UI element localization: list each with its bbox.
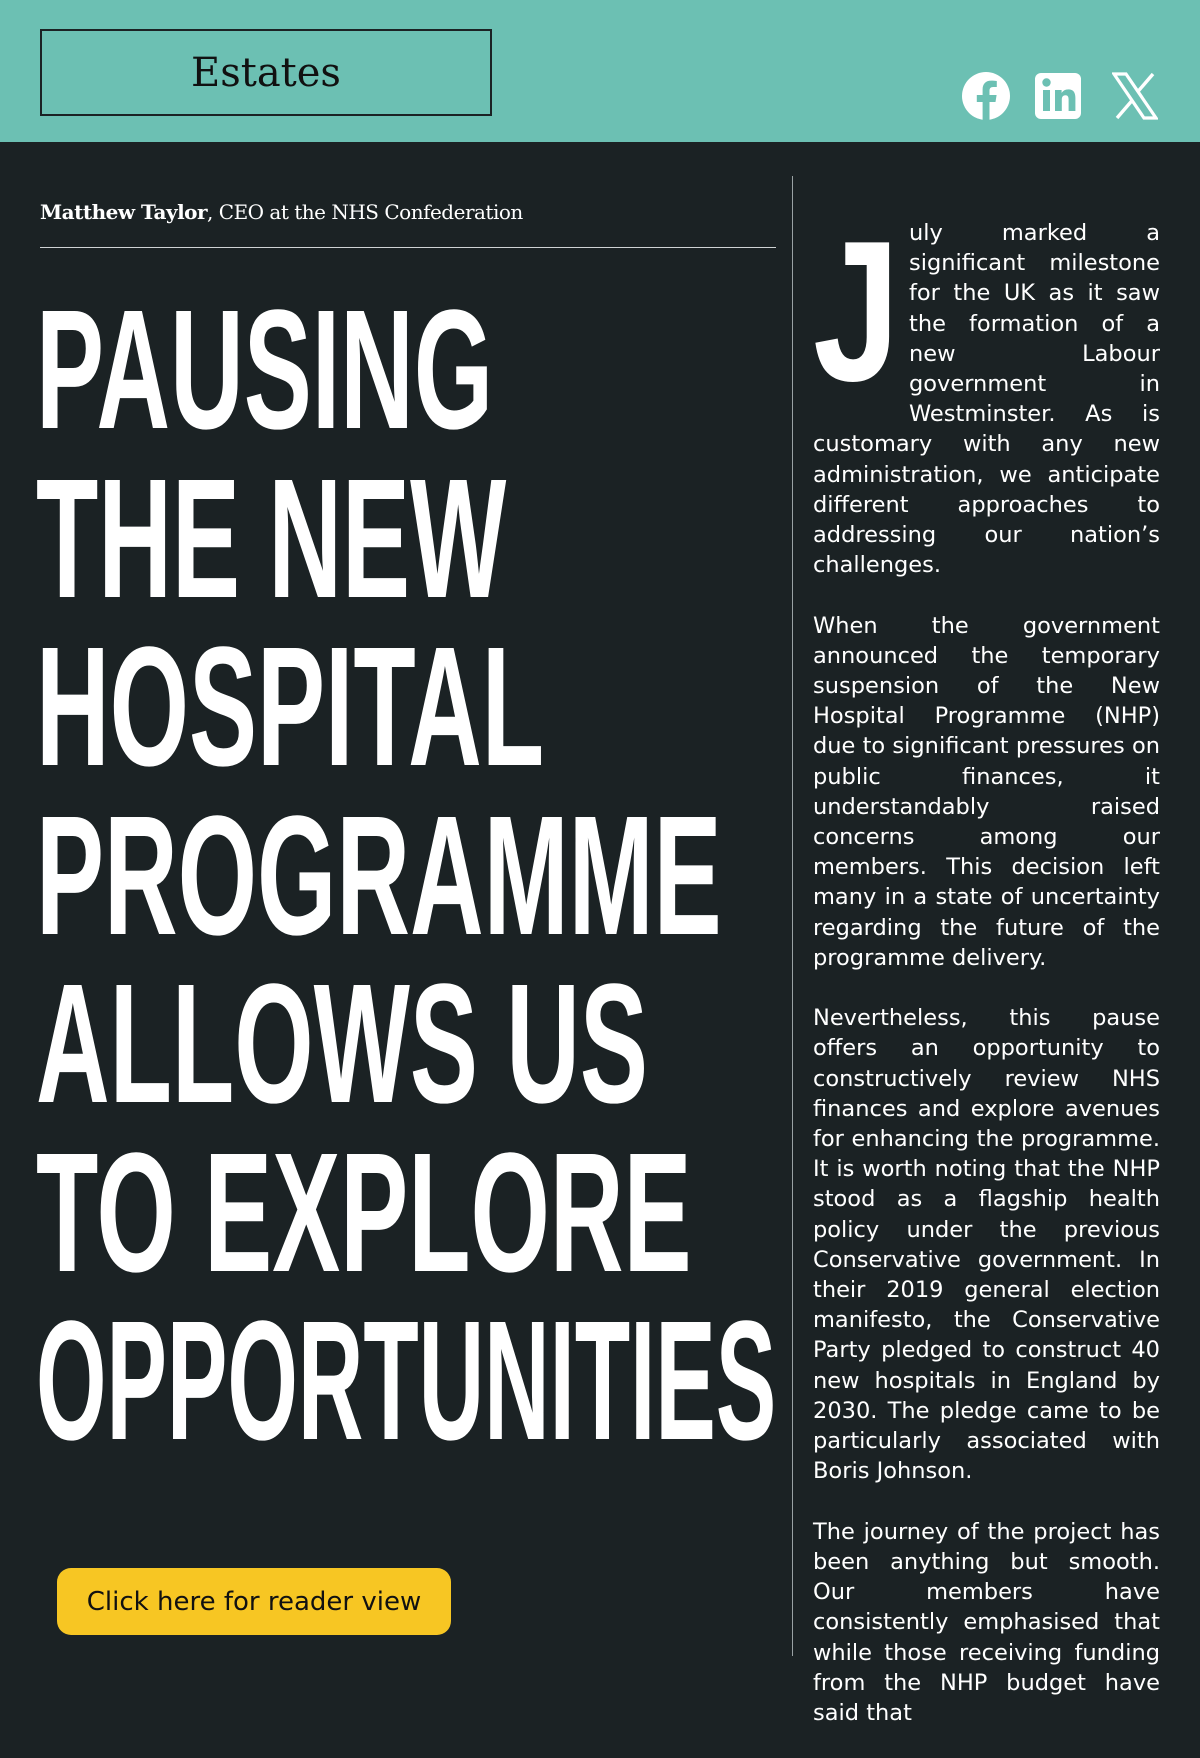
headline-line: TO EXPLORE — [36, 1117, 692, 1308]
headline-line: ALLOWS US — [36, 949, 648, 1139]
article-paragraph: The journey of the project has been anything but smooth. Our members have consistently emphasised that while those receiving funding from the NHP budget have said that — [813, 1518, 1160, 1726]
headline-line: OPPORTUNITIES — [36, 1286, 777, 1476]
headline-line: HOSPITAL — [36, 612, 545, 802]
byline-divider — [40, 247, 776, 248]
headline-line: THE NEW — [36, 443, 507, 634]
section-tag[interactable]: Estates — [40, 29, 492, 116]
column-divider — [792, 176, 793, 1656]
paragraph-text: uly marked a significant milestone for the UK as it saw the formation of a new Labour government in Westminster. As is customary with any new administration, we anticipate different approaches to addressing our nation’s challenges. — [813, 220, 1160, 579]
linkedin-icon[interactable] — [1034, 70, 1086, 122]
article-headline — [36, 275, 777, 1476]
facebook-icon[interactable] — [960, 70, 1012, 122]
reader-view-button[interactable]: Click here for reader view — [57, 1568, 451, 1635]
drop-cap: J — [813, 200, 900, 423]
headline-line: PROGRAMME — [36, 780, 722, 971]
author-byline — [40, 200, 776, 224]
author-name: Matthew Taylor — [40, 200, 208, 224]
x-icon[interactable] — [1112, 70, 1158, 122]
author-role: , CEO at the NHS Confederation — [207, 200, 523, 224]
article-paragraph — [813, 200, 1160, 580]
article-paragraph: Nevertheless, this pause offers an opportunity to constructively review NHS finances and explore avenues for enhancing the programme. It is worth noting that the NHP stood as a flagship health policy under the previous Conservative government. In their 2019 general election manifesto, the Conservative Party pledged to construct 40 new hospitals in England by 2030. The pledge came to be particularly associated with Boris Johnson. — [813, 1005, 1160, 1485]
headline-line: PAUSING — [36, 275, 494, 465]
article-body — [813, 200, 1160, 1758]
header-bar — [0, 0, 1200, 142]
article-paragraph: When the government announced the temporary suspension of the New Hospital Programme (NHP) due to significant pressures on public finances, it understandably raised concerns among our members. This decision left many in a state of uncertainty regarding the future of the programme delivery. — [813, 612, 1160, 971]
